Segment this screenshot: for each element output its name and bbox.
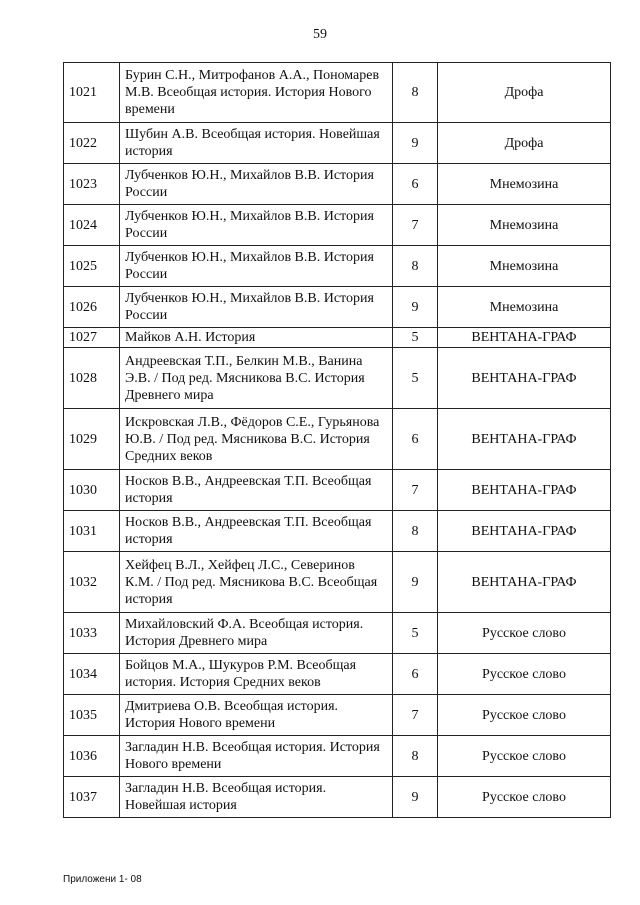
- title-cell: Дмитриева О.В. Всеобщая история. История Нового времени: [120, 695, 393, 736]
- table-row: [64, 205, 611, 246]
- grade-cell: 7: [393, 470, 438, 511]
- row-number-cell: 1033: [64, 613, 120, 654]
- grade-cell: 6: [393, 654, 438, 695]
- publisher-cell: ВЕНТАНА-ГРАФ: [438, 552, 611, 613]
- table-row: [64, 511, 611, 552]
- publisher-cell: Мнемозина: [438, 246, 611, 287]
- row-number-cell: 1036: [64, 736, 120, 777]
- table-row: [64, 409, 611, 470]
- title-cell: Лубченков Ю.Н., Михайлов В.В. История России: [120, 205, 393, 246]
- title-cell: Лубченков Ю.Н., Михайлов В.В. История России: [120, 246, 393, 287]
- title-cell: Хейфец В.Л., Хейфец Л.С., Северинов К.М. / Под ред. Мясникова В.С. Всеобщая история: [120, 552, 393, 613]
- table-row: [64, 552, 611, 613]
- row-number-cell: 1034: [64, 654, 120, 695]
- row-number-cell: 1023: [64, 164, 120, 205]
- publisher-cell: Мнемозина: [438, 164, 611, 205]
- row-number-cell: 1032: [64, 552, 120, 613]
- title-cell: Загладин Н.В. Всеобщая история. История Нового времени: [120, 736, 393, 777]
- row-number-cell: 1026: [64, 287, 120, 328]
- title-cell: Бурин С.Н., Митрофанов А.А., Пономарев М.В. Всеобщая история. История Нового времени: [120, 63, 393, 123]
- grade-cell: 8: [393, 63, 438, 123]
- publisher-cell: ВЕНТАНА-ГРАФ: [438, 328, 611, 348]
- publisher-cell: ВЕНТАНА-ГРАФ: [438, 409, 611, 470]
- title-cell: Загладин Н.В. Всеобщая история. Новейшая история: [120, 777, 393, 818]
- row-number-cell: 1028: [64, 348, 120, 409]
- table-row: [64, 123, 611, 164]
- row-number-cell: 1027: [64, 328, 120, 348]
- title-cell: Носков В.В., Андреевская Т.П. Всеобщая история: [120, 511, 393, 552]
- table-row: [64, 470, 611, 511]
- row-number-cell: 1022: [64, 123, 120, 164]
- row-number-cell: 1024: [64, 205, 120, 246]
- title-cell: Майков А.Н. История: [120, 328, 393, 348]
- grade-cell: 9: [393, 287, 438, 328]
- grade-cell: 6: [393, 164, 438, 205]
- textbook-list-table: [63, 62, 611, 818]
- row-number-cell: 1025: [64, 246, 120, 287]
- publisher-cell: Русское слово: [438, 777, 611, 818]
- title-cell: Лубченков Ю.Н., Михайлов В.В. История России: [120, 287, 393, 328]
- title-cell: Лубченков Ю.Н., Михайлов В.В. История России: [120, 164, 393, 205]
- grade-cell: 5: [393, 328, 438, 348]
- footer-note: Приложени 1- 08: [63, 874, 142, 885]
- publisher-cell: Русское слово: [438, 736, 611, 777]
- row-number-cell: 1031: [64, 511, 120, 552]
- table-row: [64, 63, 611, 123]
- grade-cell: 8: [393, 511, 438, 552]
- publisher-cell: Дрофа: [438, 123, 611, 164]
- row-number-cell: 1035: [64, 695, 120, 736]
- grade-cell: 9: [393, 777, 438, 818]
- title-cell: Бойцов М.А., Шукуров Р.М. Всеобщая история. История Средних веков: [120, 654, 393, 695]
- row-number-cell: 1037: [64, 777, 120, 818]
- grade-cell: 8: [393, 246, 438, 287]
- row-number-cell: 1029: [64, 409, 120, 470]
- grade-cell: 5: [393, 613, 438, 654]
- title-cell: Носков В.В., Андреевская Т.П. Всеобщая история: [120, 470, 393, 511]
- grade-cell: 7: [393, 205, 438, 246]
- grade-cell: 7: [393, 695, 438, 736]
- table-row: [64, 328, 611, 348]
- publisher-cell: Русское слово: [438, 654, 611, 695]
- table-row: [64, 695, 611, 736]
- table-row: [64, 348, 611, 409]
- table-row: [64, 613, 611, 654]
- grade-cell: 8: [393, 736, 438, 777]
- publisher-cell: ВЕНТАНА-ГРАФ: [438, 511, 611, 552]
- table-row: [64, 287, 611, 328]
- table-body: [64, 63, 611, 818]
- publisher-cell: Дрофа: [438, 63, 611, 123]
- title-cell: Михайловский Ф.А. Всеобщая история. История Древнего мира: [120, 613, 393, 654]
- publisher-cell: Русское слово: [438, 613, 611, 654]
- publisher-cell: ВЕНТАНА-ГРАФ: [438, 470, 611, 511]
- publisher-cell: ВЕНТАНА-ГРАФ: [438, 348, 611, 409]
- table-row: [64, 654, 611, 695]
- table-row: [64, 246, 611, 287]
- publisher-cell: Мнемозина: [438, 287, 611, 328]
- row-number-cell: 1030: [64, 470, 120, 511]
- page-number: 59: [313, 27, 327, 42]
- grade-cell: 9: [393, 552, 438, 613]
- grade-cell: 6: [393, 409, 438, 470]
- table-row: [64, 736, 611, 777]
- title-cell: Искровская Л.В., Фёдоров С.Е., Гурьянова Ю.В. / Под ред. Мясникова В.С. История Средних веков: [120, 409, 393, 470]
- row-number-cell: 1021: [64, 63, 120, 123]
- publisher-cell: Мнемозина: [438, 205, 611, 246]
- table-row: [64, 777, 611, 818]
- grade-cell: 5: [393, 348, 438, 409]
- grade-cell: 9: [393, 123, 438, 164]
- title-cell: Шубин А.В. Всеобщая история. Новейшая история: [120, 123, 393, 164]
- table-row: [64, 164, 611, 205]
- title-cell: Андреевская Т.П., Белкин М.В., Ванина Э.В. / Под ред. Мясникова В.С. История Древнего мира: [120, 348, 393, 409]
- publisher-cell: Русское слово: [438, 695, 611, 736]
